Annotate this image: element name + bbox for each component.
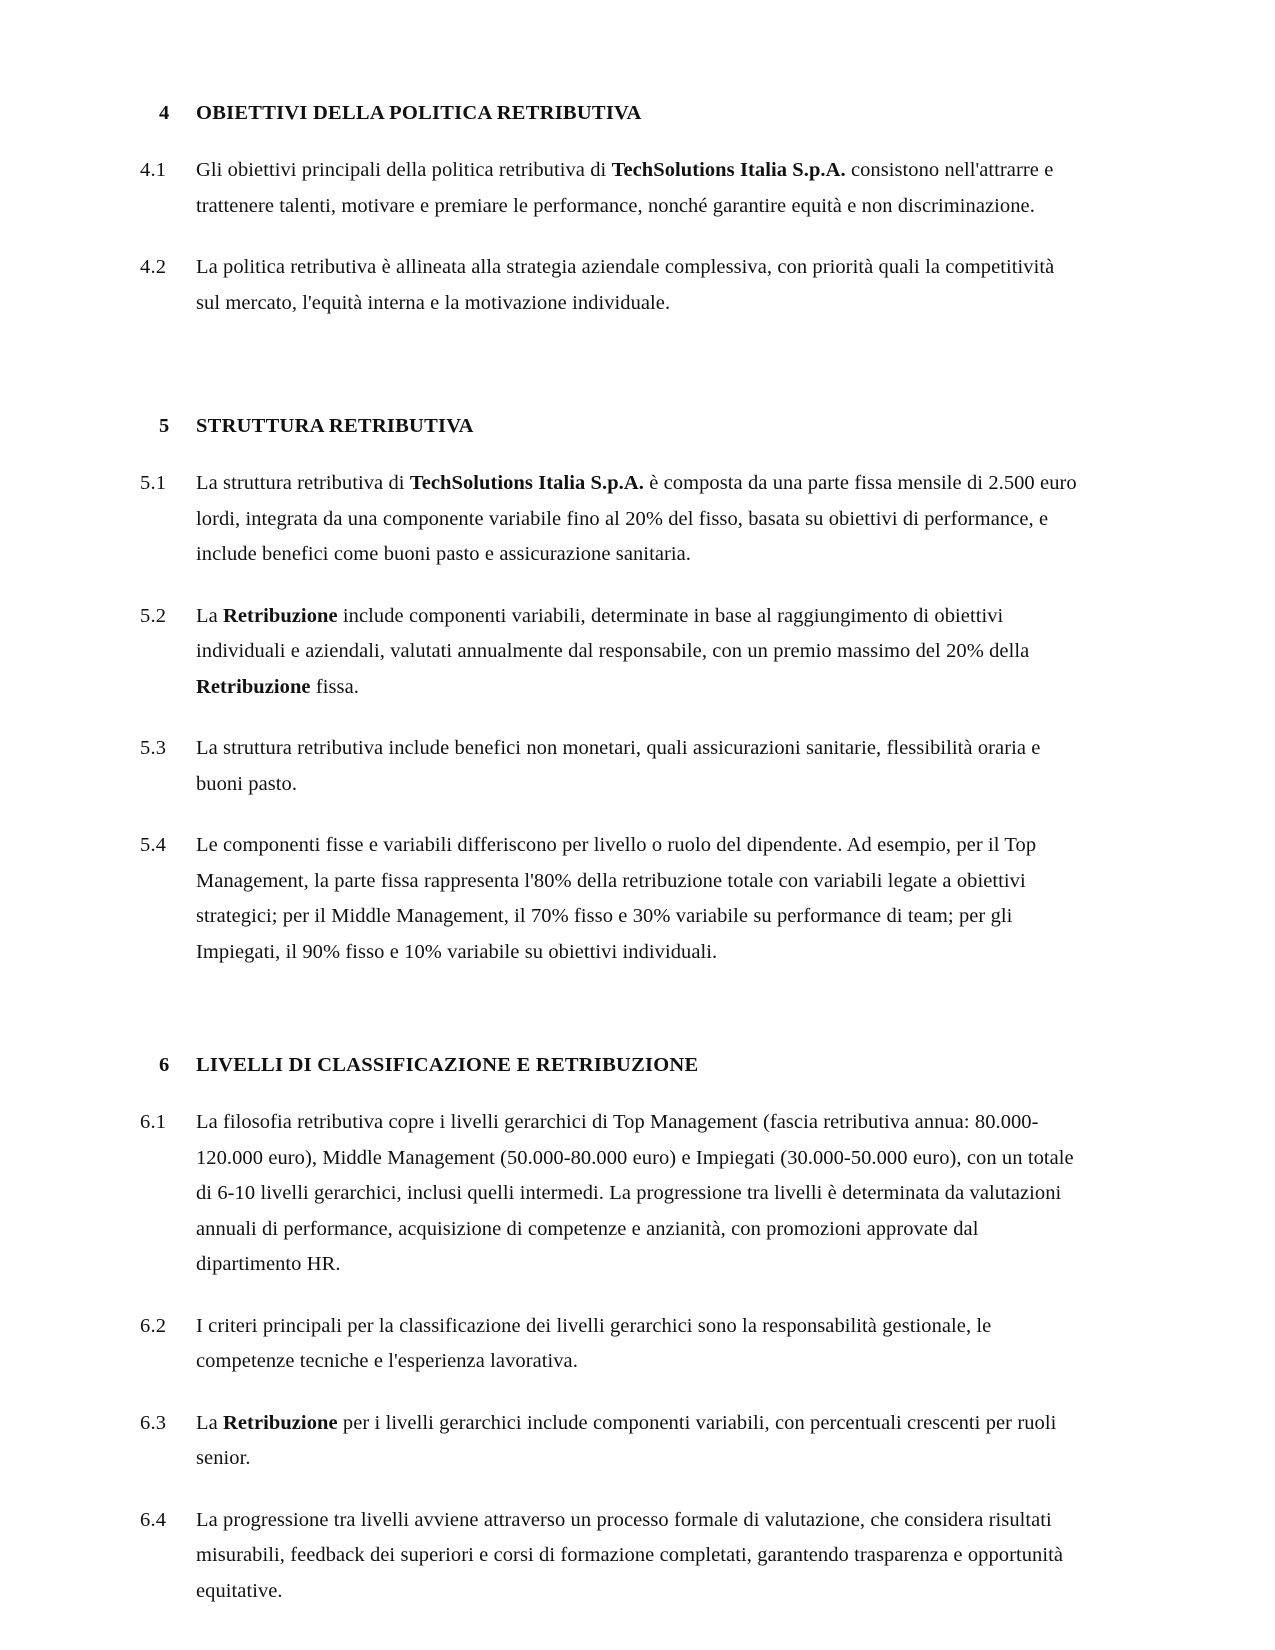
body-text: per i livelli gerarchici include componenti variabili, con percentuali crescenti per ruoli senior. (196, 1411, 1057, 1469)
body-text: consistono nell'attrarre e trattenere talenti, motivare e premiare le performance, nonché garantire equità e non discriminazione. (196, 159, 1054, 217)
clause-number: 6.2 (140, 1314, 167, 1337)
clause-text (196, 153, 1080, 224)
clause-number: 6.4 (140, 1508, 167, 1531)
clause-number: 6.3 (140, 1411, 167, 1434)
body-text: La progressione tra livelli avviene attraverso un processo formale di valutazione, che considera risultati misurabili, feedback dei superiori e corsi di formazione completati, garantendo trasparenza e opportunità equitative. (196, 1508, 1064, 1602)
body-text: La struttura retributiva di (196, 472, 410, 494)
clause-text (196, 466, 1080, 573)
clause-number: 4.2 (140, 256, 167, 278)
section-spacer (140, 347, 1080, 411)
section-number: 6 (159, 1054, 170, 1076)
clause-6-3 (140, 1406, 1080, 1477)
clause-text (196, 599, 1080, 706)
clause-text (196, 1503, 1080, 1610)
clause-number: 4.1 (140, 159, 167, 181)
clause-5-4 (140, 828, 1080, 970)
clause-6-2 (140, 1309, 1080, 1380)
emphasis-text: TechSolutions Italia S.p.A. (409, 472, 644, 494)
clause-text (196, 1309, 1080, 1380)
clause-number: 5.2 (140, 604, 167, 627)
emphasis-text: Retribuzione (223, 1411, 338, 1434)
emphasis-text: Retribuzione (196, 675, 311, 698)
body-text: La struttura retributiva include benefici non monetari, quali assicurazioni sanitarie, flessibilità oraria e buoni pasto. (196, 737, 1041, 795)
body-text: è composta da una parte fissa mensile di 2.500 euro lordi, integrata da una componente variabile fino al 20% del fisso, basata su obiettivi di performance, e include benefici come buoni pasto e assicurazione sanitaria. (196, 472, 1077, 565)
clause-number: 5.1 (140, 472, 167, 494)
clause-text (196, 731, 1080, 802)
clause-number: 5.3 (140, 737, 167, 759)
clause-6-4 (140, 1503, 1080, 1610)
clause-5-2 (140, 599, 1080, 706)
section-heading-6 (140, 1054, 1080, 1077)
section-title: OBIETTIVI DELLA POLITICA RETRIBUTIVA (196, 102, 642, 124)
section-heading-5 (140, 415, 1080, 438)
body-text: include componenti variabili, determinate in base al raggiungimento di obiettivi individuali e aziendali, valutati annualmente dal responsabile, con un premio massimo del 20% della (196, 604, 1030, 662)
emphasis-text: Retribuzione (223, 604, 338, 627)
clause-6-1 (140, 1105, 1080, 1283)
clause-4-2 (140, 250, 1080, 321)
clause-text (196, 1105, 1080, 1283)
body-text: Le componenti fisse e variabili differiscono per livello o ruolo del dipendente. Ad esempio, per il Top Management, la parte fissa rappresenta l'80% della retribuzione totale con variabili legate a obiettivi strategici; per il Middle Management, il 70% fisso e 30% variabile su performance di team; per gli Impiegati, il 90% fisso e 10% variabile su obiettivi individuali. (196, 834, 1037, 963)
body-text: I criteri principali per la classificazione dei livelli gerarchici sono la responsabilità gestionale, le competenze tecniche e l'esperienza lavorativa. (196, 1314, 992, 1372)
clause-5-1 (140, 466, 1080, 573)
section-spacer (140, 996, 1080, 1050)
clause-4-1 (140, 153, 1080, 224)
clause-number: 6.1 (140, 1111, 167, 1133)
section-number: 4 (159, 102, 170, 124)
clause-number: 5.4 (140, 834, 167, 856)
section-heading-4 (140, 102, 1080, 125)
body-text: La politica retributiva è allineata alla strategia aziendale complessiva, con priorità quali la competitività sul mercato, l'equità interna e la motivazione individuale. (196, 256, 1055, 314)
body-text: La (196, 1411, 224, 1434)
body-text: La (196, 604, 224, 627)
clause-text (196, 1406, 1080, 1477)
clause-text (196, 828, 1080, 970)
emphasis-text: TechSolutions Italia S.p.A. (611, 159, 846, 181)
clause-text (196, 250, 1080, 321)
section-title: STRUTTURA RETRIBUTIVA (196, 415, 474, 437)
section-number: 5 (159, 415, 170, 437)
section-6-clauses (140, 1105, 1080, 1609)
body-text: La filosofia retributiva copre i livelli gerarchici di Top Management (fascia retributiva annua: 80.000-120.000 euro), Middle Management (50.000-80.000 euro) e Impiegati (30.000-50.000 euro), con un totale di 6-10 livelli gerarchici, inclusi quelli intermedi. La progressione tra livelli è determinata da valutazioni annuali di performance, acquisizione di competenze e anzianità, con promozioni approvate dal dipartimento HR. (196, 1111, 1074, 1275)
body-text: Gli obiettivi principali della politica retributiva di (196, 159, 612, 181)
section-title: LIVELLI DI CLASSIFICAZIONE E RETRIBUZIONE (196, 1054, 699, 1076)
document-body (140, 102, 1080, 1609)
clause-5-3 (140, 731, 1080, 802)
body-text: fissa. (310, 675, 359, 698)
